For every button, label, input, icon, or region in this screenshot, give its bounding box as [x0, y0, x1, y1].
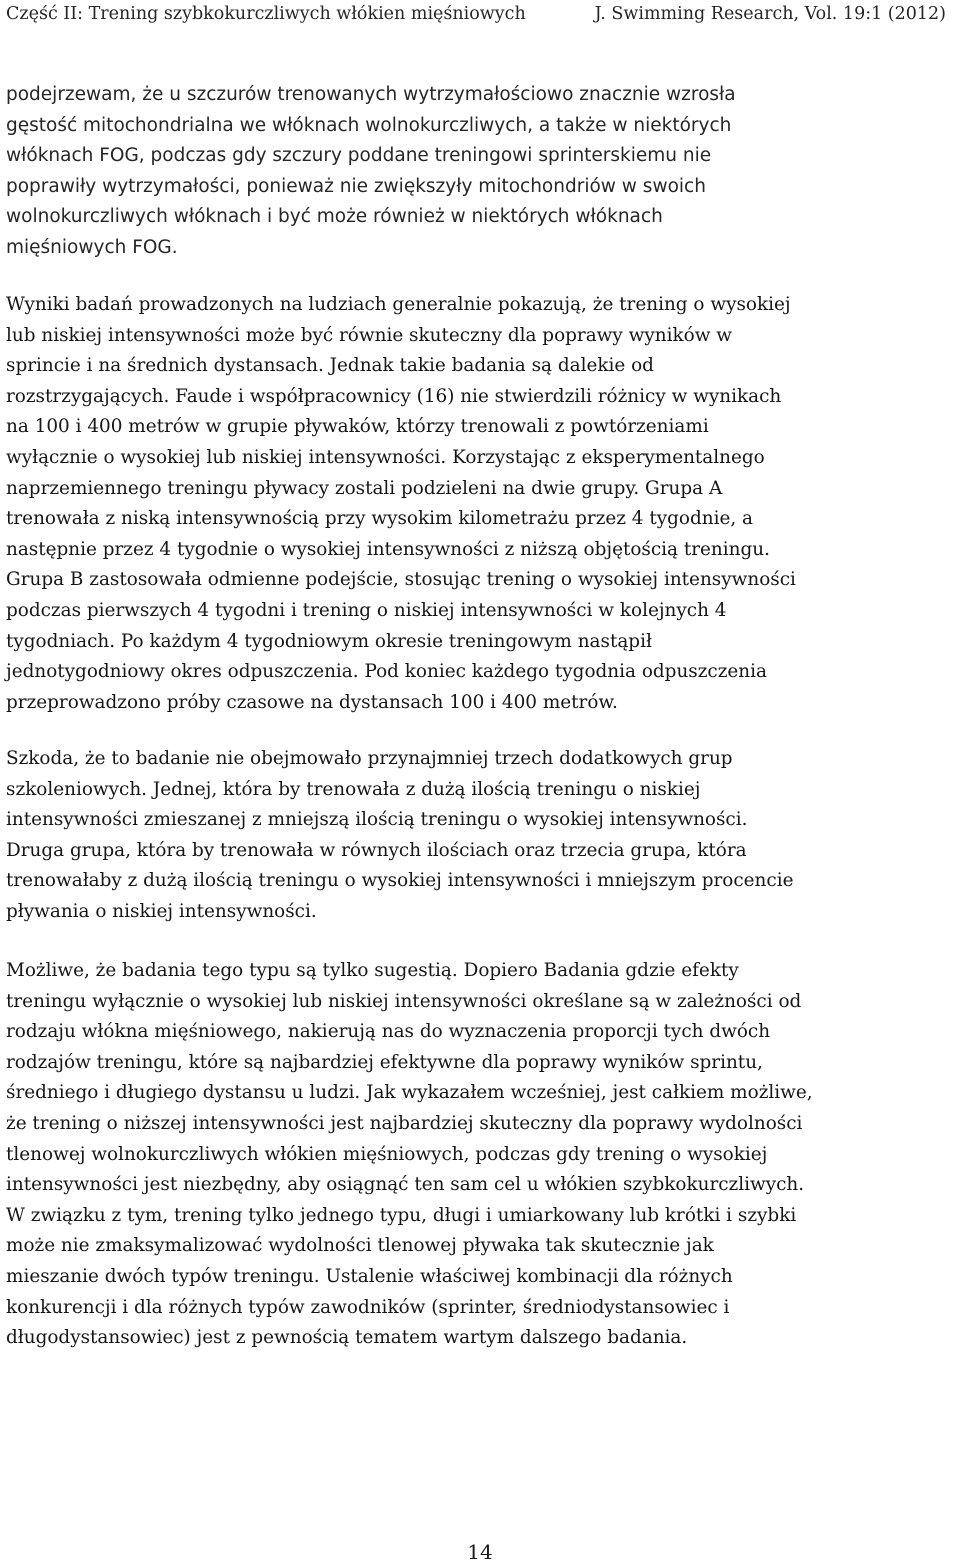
text-line: średniego i długiego dystansu u ludzi. Jak wykazałem wcześniej, jest całkiem możliwe,: [6, 1082, 813, 1104]
text-line: sprincie i na średnich dystansach. Jednak takie badania są dalekie od: [6, 355, 654, 377]
text-line: pływania o niskiej intensywności.: [6, 900, 317, 922]
text-line: Wyniki badań prowadzonych na ludziach generalnie pokazują, że trening o wysokiej: [6, 294, 791, 315]
text-line: podejrzewam, że u szczurów trenowanych wytrzymałościowo znacznie wzrosła: [6, 84, 736, 105]
text-line: wyłącznie o wysokiej lub niskiej intensywności. Korzystając z eksperymentalnego: [6, 446, 765, 468]
text-line: szkoleniowych. Jednej, która by trenowała z dużą ilością treningu o niskiej: [6, 778, 701, 800]
text-line: włóknach FOG, podczas gdy szczury poddane treningowi sprinterskiemu nie: [6, 145, 712, 167]
page-number: 14: [467, 1540, 493, 1564]
header-journal-citation: J. Swimming Research, Vol. 19:1 (2012): [594, 4, 946, 24]
text-line: jednotygodniowy okres odpuszczenia. Pod koniec każdego tygodnia odpuszczenia: [6, 661, 767, 683]
text-line: na 100 i 400 metrów w grupie pływaków, którzy trenowali z powtórzeniami: [6, 416, 709, 438]
paragraph-2: [6, 290, 796, 718]
text-line: W związku z tym, trening tylko jednego typu, długi i umiarkowany lub krótki i szybki: [6, 1204, 797, 1226]
paragraph-4: [6, 956, 813, 1354]
text-line: mieszanie dwóch typów treningu. Ustalenie właściwej kombinacji dla różnych: [6, 1265, 733, 1287]
text-line: Druga grupa, która by trenowała w równych ilościach oraz trzecia grupa, która: [6, 839, 747, 861]
text-line: może nie zmaksymalizować wydolności tlenowej pływaka tak skutecznie jak: [6, 1235, 714, 1257]
text-line: treningu wyłącznie o wysokiej lub niskiej intensywności określane są w zależności od: [6, 990, 802, 1012]
text-line: lub niskiej intensywności może być równie skuteczny dla poprawy wyników w: [6, 324, 733, 346]
text-line: gęstość mitochondrialna we włóknach wolnokurczliwych, a także w niektórych: [6, 114, 732, 136]
text-line: rodzajów treningu, które są najbardziej efektywne dla poprawy wyników sprintu,: [6, 1051, 763, 1073]
text-line: Możliwe, że badania tego typu są tylko sugestią. Dopiero Badania gdzie efekty: [6, 960, 739, 981]
text-line: intensywności zmieszanej z mniejszą ilością treningu o wysokiej intensywności.: [6, 809, 748, 831]
text-line: tygodniach. Po każdym 4 tygodniowym okresie treningowym nastąpił: [6, 630, 652, 652]
text-line: Grupa B zastosowała odmienne podejście, stosując trening o wysokiej intensywności: [6, 569, 796, 591]
running-header: [6, 0, 956, 30]
text-line: tlenowej wolnokurczliwych włókien mięśniowych, podczas gdy trening o wysokiej: [6, 1143, 768, 1165]
header-chapter-title: Część II: Trening szybkokurczliwych włókien mięśniowych: [6, 4, 526, 24]
text-line: trenowała z niską intensywnością przy wysokim kilometrażu przez 4 tygodnie, a: [6, 508, 754, 530]
text-line: naprzemiennego treningu pływacy zostali podzieleni na dwie grupy. Grupa A: [6, 477, 723, 499]
text-line: intensywności jest niezbędny, aby osiągnąć ten sam cel u włókien szybkokurczliwych.: [6, 1174, 805, 1196]
text-line: mięśniowych FOG.: [6, 236, 178, 258]
text-line: konkurencji i dla różnych typów zawodników (sprinter, średniodystansowiec i: [6, 1296, 730, 1318]
paragraph-3: [6, 744, 793, 928]
text-line: trenowałaby z dużą ilością treningu o wysokiej intensywności i mniejszym procencie: [6, 870, 794, 892]
text-line: rozstrzygających. Faude i współpracownicy (16) nie stwierdzili różnicy w wynikach: [6, 385, 782, 407]
text-line: następnie przez 4 tygodnie o wysokiej intensywności z niższą objętością treningu.: [6, 538, 770, 560]
text-line: podczas pierwszych 4 tygodni i trening o niskiej intensywności w kolejnych 4: [6, 599, 727, 621]
paragraph-1: [6, 80, 736, 264]
text-line: poprawiły wytrzymałości, ponieważ nie zwiększyły mitochondriów w swoich: [6, 175, 706, 197]
text-line: że trening o niższej intensywności jest najbardziej skuteczny dla poprawy wydolności: [6, 1112, 803, 1134]
text-line: długodystansowiec) jest z pewnością tematem wartym dalszego badania.: [6, 1327, 688, 1349]
text-line: Szkoda, że to badanie nie obejmowało przynajmniej trzech dodatkowych grup: [6, 748, 733, 769]
text-line: wolnokurczliwych włóknach i być może również w niektórych włóknach: [6, 206, 663, 228]
text-line: rodzaju włókna mięśniowego, nakierują nas do wyznaczenia proporcji tych dwóch: [6, 1021, 771, 1043]
text-line: przeprowadzono próby czasowe na dystansach 100 i 400 metrów.: [6, 691, 618, 713]
